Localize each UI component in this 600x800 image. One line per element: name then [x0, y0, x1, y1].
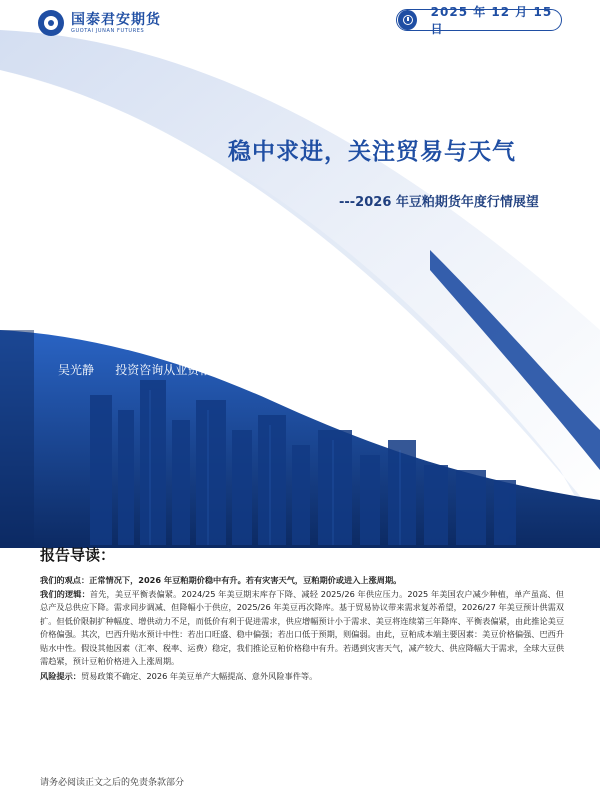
- author-name: 吴光静: [58, 363, 95, 377]
- report-date: 2025 年 12 月 15 日: [430, 5, 553, 36]
- logo-name-en: GUOTAI JUNAN FUTURES: [71, 27, 145, 34]
- risk-label: 风险提示：: [40, 670, 81, 681]
- risk-text: 贸易政策不确定、2026 年美豆单产大幅提高、意外风险事件等。: [80, 670, 318, 681]
- logic-label: 我们的逻辑：: [40, 588, 90, 599]
- company-logo: [38, 10, 161, 36]
- disclaimer-note: 请务必阅读正文之后的免责条款部分: [40, 778, 185, 788]
- logo-name-cn: 国泰君安期货: [71, 11, 161, 28]
- risk-paragraph: [40, 670, 564, 684]
- summary-heading: 报告导读：: [40, 546, 116, 564]
- report-title: 稳中求进，关注贸易与天气: [228, 139, 516, 165]
- report-summary: [40, 544, 564, 683]
- view-label: 我们的观点：: [40, 575, 90, 585]
- author-license: 投资咨询从业资格号：Z0011992: [115, 363, 294, 377]
- author-email[interactable]: wuguangjing@gtht.com: [314, 363, 459, 377]
- author-info: [58, 361, 473, 378]
- date-badge: [396, 5, 562, 36]
- clock-icon: [398, 10, 417, 30]
- logic-text: 首先，美豆平衡表偏紧。2024/25 年美豆期末库存下降、减轻 2025/26 年供应压力。2025 年美国农户减少种植，单产虽高、但总产及总供应下降。需求同步调减、但降幅小于供应，2025/26 年美豆再次降库。基于贸易协议带来需求复苏希望，2026/27 年美豆预计供需双扩。但低价限制扩种幅度、增供动力不足，而低价有利于促进需求，供应增幅预计小于需求、美豆将连续第三年降库、平衡表偏紧，由此推论美豆价格偏强。其次，巴西升贴水预计中性：若出口旺盛、稳中偏强；若出口低于预期，则偏弱。由此，豆粕成本端主要因素：美豆价格偏强、巴西升贴水中性。假设其他因素（汇率、税率、运费）稳定，我们推论豆粕价格稳中有升。若遇到灾害天气，减产较大、供应降幅大于需求，全球大豆供需趋紧，预计豆粕价格进入上涨周期。: [40, 588, 565, 666]
- report-subtitle: ---2026 年豆粕期货年度行情展望: [339, 195, 539, 210]
- logic-paragraph: [40, 588, 564, 669]
- view-text: 正常情况下，2026 年豆粕期价稳中有升。若有灾害天气，豆粕期价或进入上涨周期。: [89, 575, 402, 585]
- logo-mark-icon: [38, 10, 64, 36]
- view-paragraph: [40, 574, 564, 588]
